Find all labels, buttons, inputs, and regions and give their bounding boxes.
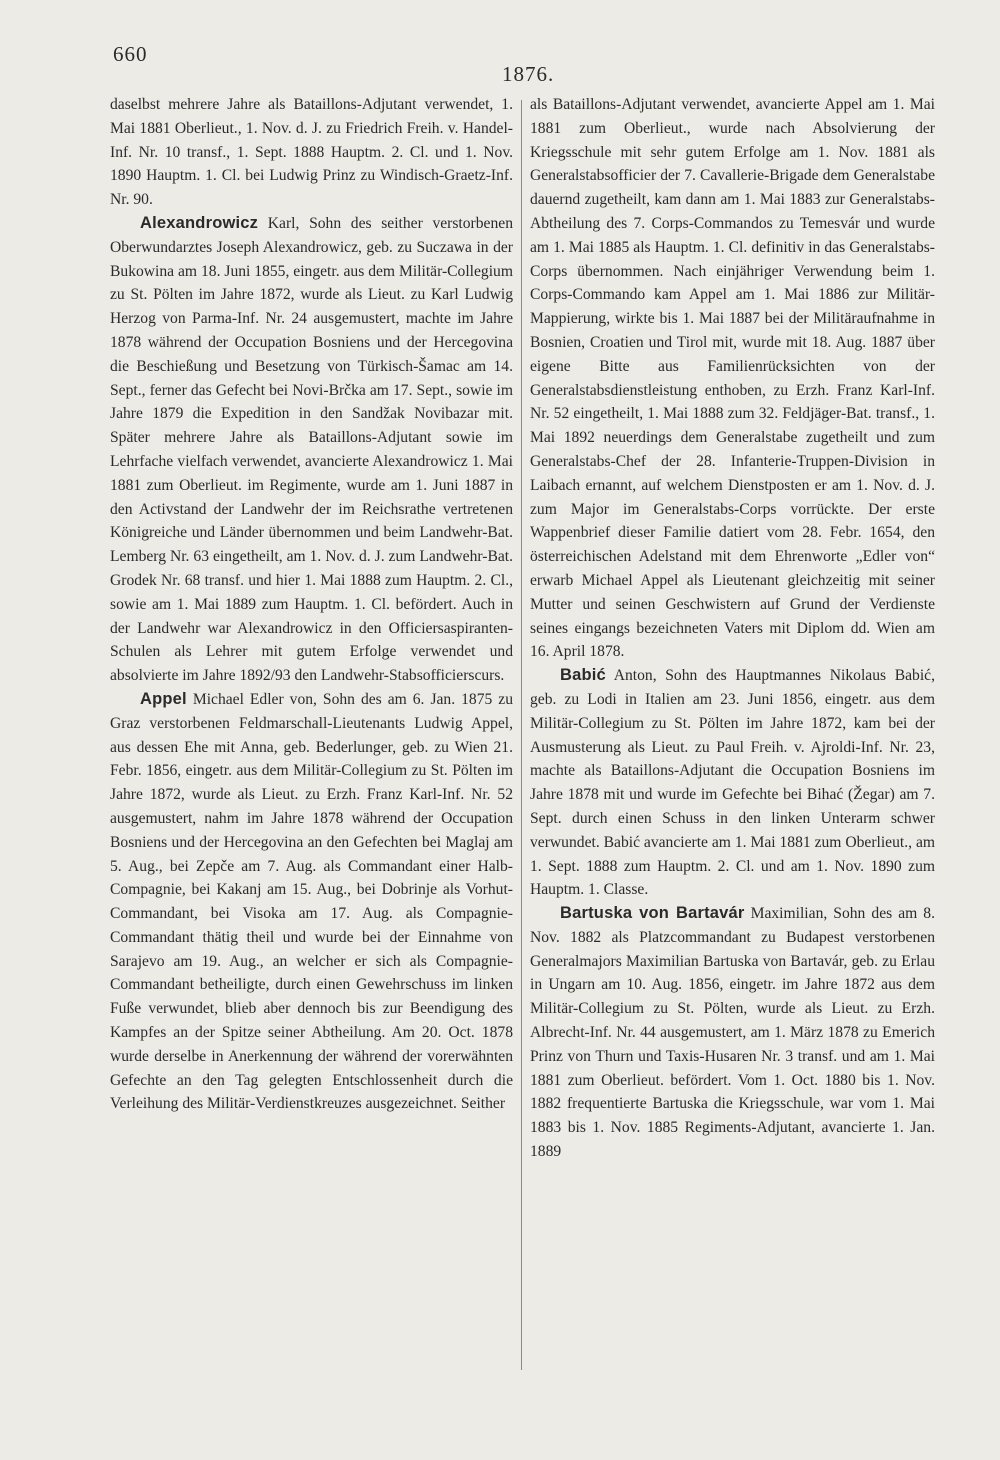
continuation-paragraph: daselbst mehrere Jahre als Bataillons-Adjutant verwendet, 1. Mai 1881 Oberlieut., 1. Nov. d. J. zu Friedrich Freih. v. Handel-Inf. Nr. 10 transf., 1. Sept. 1888 Hauptm. 2. Cl. und 1. Nov. 1890 Hauptm. 1. Cl. bei Ludwig Prinz zu Windisch-Graetz-Inf. Nr. 90. <box>110 96 513 209</box>
continuation-paragraph: als Bataillons-Adjutant verwendet, avancierte Appel am 1. Mai 1881 zum Oberlieut., wurde nach Absolvierung der Kriegsschule mit sehr gutem Erfolge am 1. Nov. 1881 als Generalstabsofficier der 7. Cavallerie-Brigade dem Generalstabe dauernd zugetheilt, kam dann am 1. Mai 1883 zur Generalstabs-Abtheilung des 7. Corps-Commandos zu Temesvár und wurde am 1. Mai 1885 als Hauptm. 1. Cl. definitiv in das Generalstabs-Corps übernommen. Nach einjähriger Verwendung beim 1. Corps-Commando kam Appel am 1. Mai 1886 zur Militär-Mappierung, wirkte bis 1. Mai 1887 bei der Militäraufnahme in Bosnien, Croatien und Tirol mit, wurde mit 18. Aug. 1887 über eigene Bitte aus Familienrücksichten von der Generalstabsdienstleistung enthoben, zu Erzh. Franz Karl-Inf. Nr. 52 eingetheilt, 1. Mai 1888 zum 32. Feldjäger-Bat. transf., 1. Mai 1892 neuerdings dem Generalstabe zugetheilt und zum Generalstabs-Chef der 28. Infanterie-Truppen-Division in Laibach ernannt, auf welchem Dienstposten er am 1. Nov. d. J. zum Major im Generalstabs-Corps vorrückte. Der erste Wappenbrief dieser Familie datiert vom 28. Febr. 1654, den österreichischen Adelstand mit dem Ehrenworte „Edler von“ erwarb Michael Appel als Lieutenant gleichzeitig mit seiner Mutter und seinen Geschwistern auf Grund der Verdienste seines eingangs bezeichneten Vaters mit Diplom dd. Wien am 16. April 1878. <box>530 96 935 661</box>
entry-surname: Appel <box>140 689 187 708</box>
column-divider <box>521 100 522 1370</box>
entry-text: Maximilian, Sohn des am 8. Nov. 1882 als Platzcommandant zu Budapest verstorbenen Generalmajors Maximilian Bartuska von Bartavár, geb. zu Erlau in Ungarn am 10. Aug. 1856, eingetr. im Jahre 1872 aus dem Militär-Collegium zu St. Pölten, wurde als Lieut. zu Erzh. Albrecht-Inf. Nr. 44 ausgemustert, am 1. März 1878 zu Emerich Prinz von Thurn und Taxis-Husaren Nr. 3 transf. und am 1. Mai 1881 zum Oberlieut. befördert. Vom 1. Oct. 1880 bis 1. Nov. 1882 frequentierte Bartuska die Kriegsschule, war vom 1. Mai 1883 bis 1. Nov. 1885 Regiments-Adjutant, avancierte 1. Jan. 1889 <box>530 905 936 1161</box>
biography-entry-babic <box>530 664 935 902</box>
running-header-year: 1876. <box>502 62 555 86</box>
entry-surname: Bartuska von Bartavár <box>560 904 745 923</box>
biography-entry-alexandrowicz <box>110 212 513 688</box>
biography-entry-appel <box>110 688 513 1116</box>
page-number: 660 <box>113 42 148 66</box>
entry-text: Michael Edler von, Sohn des am 6. Jan. 1875 zu Graz verstorbenen Feldmarschall-Lieutenants Ludwig Appel, aus dessen Ehe mit Anna, geb. Bederlunger, geb. zu Wien 21. Febr. 1856, eingetr. aus dem Militär-Collegium zu St. Pölten im Jahre 1872, wurde als Lieut. zu Erzh. Franz Karl-Inf. Nr. 52 ausgemustert, nahm im Jahre 1878 während der Occupation Bosniens und der Hercegovina an den Gefechten bei Maglaj am 5. Aug., bei Zepče am 7. Aug. als Commandant einer Halb-Compagnie, bei Kakanj am 15. Aug., bei Dobrinje als Vorhut-Commandant, bei Visoka am 17. Aug. als Compagnie-Commandant thätig theil und wurde bei der Einnahme von Sarajevo am 19. Aug., an welcher er sich als Compagnie-Commandant betheiligte, durch einen Gewehrschuss im linken Fuße verwundet, blieb aber dennoch bis zur Beendigung des Kampfes an der Spitze seiner Abtheilung. Am 20. Oct. 1878 wurde derselbe in Anerkennung der während der vorerwähnten Gefechte an den Tag gelegten Entschlossenheit durch die Verleihung des Militär-Verdienstkreuzes ausgezeichnet. Seither <box>110 690 513 1113</box>
entry-text: Karl, Sohn des seither verstorbenen Oberwundarztes Joseph Alexandrowicz, geb. zu Suczawa in der Bukowina am 18. Juni 1855, eingetr. aus dem Militär-Collegium zu St. Pölten im Jahre 1872, wurde als Lieut. zu Karl Ludwig Herzog von Parma-Inf. Nr. 24 ausgemustert, machte im Jahre 1878 während der Occupation Bosniens und der Hercegovina die Beschießung und Besetzung von Türkisch-Šamac am 14. Sept., ferner das Gefecht bei Novi-Brčka am 17. Sept., sowie im Jahre 1879 die Expedition in den Sandžak Novibazar mit. Später mehrere Jahre als Bataillons-Adjutant sowie im Lehrfache vielfach verwendet, avancierte Alexandrowicz 1. Mai 1881 zum Oberlieut. im Regimente, wurde am 1. Juni 1887 in den Activstand der Landwehr der im Reichsrathe vertretenen Königreiche und Länder übernommen und beim Landwehr-Bat. Lemberg Nr. 63 eingetheilt, am 1. Nov. d. J. zum Landwehr-Bat. Grodek Nr. 68 transf. und hier 1. Mai 1888 zum Hauptm. 2. Cl., sowie am 1. Mai 1889 zum Hauptm. 1. Cl. befördert. Auch in der Landwehr war Alexandrowicz in den Officiersaspiranten-Schulen als Lehrer mit gutem Erfolge verwendet und absolvierte im Jahre 1892/93 den Landwehr-Stabsofficierscurs. <box>110 214 513 685</box>
biography-entry-bartuska <box>530 902 935 1164</box>
entry-surname: Alexandrowicz <box>140 213 259 232</box>
entry-surname: Babić <box>560 666 606 685</box>
left-column <box>110 93 513 1116</box>
entry-text: Anton, Sohn des Hauptmannes Nikolaus Babić, geb. zu Lodi in Italien am 23. Juni 1856, eingetr. aus dem Militär-Collegium zu St. Pölten im Jahre 1872, kam bei der Ausmusterung als Lieut. zu Paul Freih. v. Ajroldi-Inf. Nr. 23, machte als Bataillons-Adjutant die Occupation Bosniens im Jahre 1878 mit und wurde im Gefechte bei Bihać (Žegar) am 7. Sept. durch einen Schuss in den linken Unterarm schwer verwundet. Babić avancierte am 1. Mai 1881 zum Oberlieut., am 1. Sept. 1888 zum Hauptm. 2. Cl. und am 1. Nov. 1890 zum Hauptm. 1. Classe. <box>530 667 935 899</box>
right-column <box>530 93 935 1164</box>
